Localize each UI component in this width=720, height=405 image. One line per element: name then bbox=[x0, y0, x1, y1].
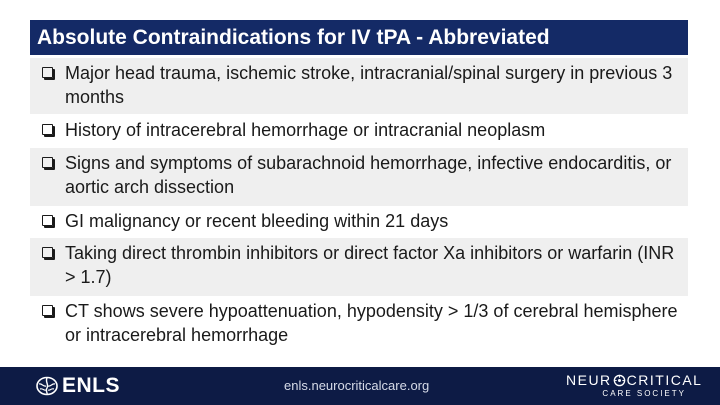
list-item-text: CT shows severe hypoattenuation, hypodensity > 1/3 of cerebral hemisphere or intracerebral hemorrhage bbox=[65, 301, 678, 345]
brain-icon bbox=[36, 376, 58, 396]
list-item-text: GI malignancy or recent bleeding within 21 days bbox=[65, 211, 449, 231]
enls-logo-text: ENLS bbox=[62, 374, 121, 397]
neuron-o-icon bbox=[613, 374, 626, 387]
ncs-logo-subtitle: CARE SOCIETY bbox=[602, 389, 686, 398]
list-item-text: History of intracerebral hemorrhage or intracranial neoplasm bbox=[65, 120, 546, 140]
checkbox-bullet-icon bbox=[42, 247, 53, 258]
ncs-logo-text-a: NEUR bbox=[566, 372, 612, 388]
checkbox-bullet-icon bbox=[42, 215, 53, 226]
checkbox-bullet-icon bbox=[42, 124, 53, 135]
neurocritical-care-society-logo[interactable] bbox=[566, 372, 703, 402]
list-item-text: Taking direct thrombin inhibitors or direct factor Xa inhibitors or warfarin (INR > 1.7) bbox=[65, 243, 675, 287]
website-link[interactable]: enls.neurocriticalcare.org bbox=[284, 378, 430, 393]
list-item bbox=[30, 148, 688, 206]
checkbox-bullet-icon bbox=[42, 157, 53, 168]
contraindication-list bbox=[30, 58, 688, 356]
list-item bbox=[30, 238, 688, 296]
slide-title: Absolute Contraindications for IV tPA - Abbreviated bbox=[30, 20, 688, 55]
list-item bbox=[30, 115, 688, 148]
checkbox-bullet-icon bbox=[42, 67, 53, 78]
list-item bbox=[30, 296, 688, 356]
ncs-logo-name bbox=[566, 372, 702, 388]
enls-logo[interactable] bbox=[36, 373, 120, 399]
list-item bbox=[30, 58, 688, 114]
list-item-text: Signs and symptoms of subarachnoid hemorrhage, infective endocarditis, or aortic arch dissection bbox=[65, 153, 672, 197]
list-item bbox=[30, 206, 688, 238]
list-item-text: Major head trauma, ischemic stroke, intracranial/spinal surgery in previous 3 months bbox=[65, 63, 673, 107]
checkbox-bullet-icon bbox=[42, 305, 53, 316]
ncs-logo-text-b: CRITICAL bbox=[626, 372, 703, 388]
footer-bar bbox=[0, 367, 720, 405]
